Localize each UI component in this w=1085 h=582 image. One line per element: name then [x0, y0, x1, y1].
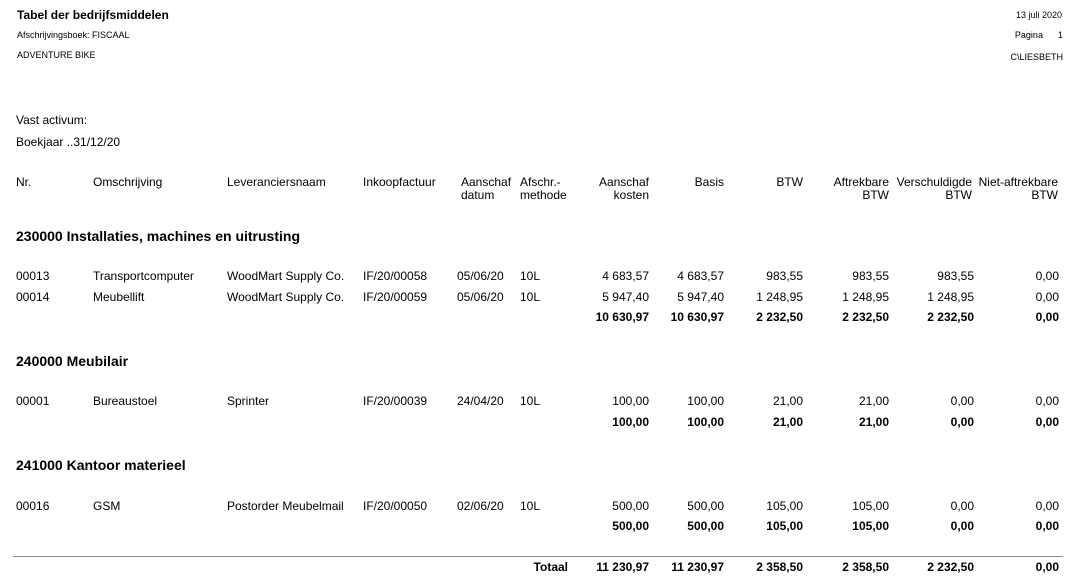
- subtotal-vat: 21,00: [772, 415, 803, 429]
- cell-nondeductible-vat: 0,00: [1035, 269, 1059, 283]
- col-invoice: Inkoopfactuur: [363, 175, 436, 189]
- cell-invoice: IF/20/00050: [363, 499, 428, 513]
- cell-description: Transportcomputer: [93, 269, 194, 283]
- cell-vat: 105,00: [766, 499, 803, 513]
- cell-method: 10L: [520, 290, 541, 304]
- col-method: Afschr.- methode: [520, 175, 567, 202]
- subtotal-nondeductible-vat: 0,00: [1035, 519, 1059, 533]
- total-vat: 2 358,50: [756, 560, 803, 574]
- subtotal-vat: 105,00: [766, 519, 803, 533]
- cell-nr: 00014: [16, 290, 50, 304]
- col-purchase-date: Aanschaf datum: [461, 175, 512, 202]
- col-owed-vat: Verschuldigde BTW: [896, 175, 972, 202]
- total-cost: 11 230,97: [596, 560, 649, 574]
- cell-method: 10L: [520, 394, 541, 408]
- col-basis: Basis: [694, 175, 724, 189]
- totals-divider: [13, 556, 1063, 557]
- subtotal-cost: 10 630,97: [595, 310, 649, 324]
- cell-supplier: Sprinter: [227, 394, 270, 408]
- page-label: Pagina: [1014, 30, 1043, 40]
- subtotal-cost: 500,00: [612, 519, 649, 533]
- cell-nondeductible-vat: 0,00: [1035, 290, 1059, 304]
- cell-owed-vat: 0,00: [950, 394, 974, 408]
- cell-owed-vat: 0,00: [950, 499, 974, 513]
- cell-date: 05/06/20: [457, 290, 504, 304]
- cell-basis: 100,00: [687, 394, 724, 408]
- total-label: Totaal: [533, 560, 568, 574]
- report-title: Tabel der bedrijfsmiddelen: [17, 8, 169, 22]
- cell-date: 02/06/20: [457, 499, 504, 513]
- cell-invoice: IF/20/00058: [363, 269, 428, 283]
- cell-date: 24/04/20: [457, 394, 504, 408]
- total-basis: 11 230,97: [671, 560, 724, 574]
- total-deductible-vat: 2 358,50: [842, 560, 889, 574]
- cell-deductible-vat: 1 248,95: [842, 290, 889, 304]
- cell-nr: 00016: [16, 499, 50, 513]
- group-heading: 241000 Kantoor materieel: [16, 457, 186, 473]
- cell-vat: 1 248,95: [756, 290, 803, 304]
- fiscal-year: Boekjaar ..31/12/20: [16, 135, 121, 149]
- cell-description: Bureaustoel: [93, 394, 158, 408]
- cell-nr: 00001: [16, 394, 50, 408]
- cell-cost: 4 683,57: [602, 269, 649, 283]
- page-number: 1: [1057, 30, 1063, 40]
- cell-vat: 983,55: [766, 269, 803, 283]
- subtotal-deductible-vat: 105,00: [852, 519, 889, 533]
- cell-nondeductible-vat: 0,00: [1035, 499, 1059, 513]
- subtotal-vat: 2 232,50: [756, 310, 803, 324]
- asset-label: Vast activum:: [16, 113, 88, 127]
- cell-method: 10L: [520, 269, 541, 283]
- subtotal-nondeductible-vat: 0,00: [1035, 310, 1059, 324]
- group-heading: 230000 Installaties, machines en uitrusting: [16, 228, 300, 244]
- col-vat: BTW: [776, 175, 803, 189]
- col-description: Omschrijving: [93, 175, 163, 189]
- subtotal-cost: 100,00: [612, 415, 649, 429]
- cell-nr: 00013: [16, 269, 50, 283]
- cell-deductible-vat: 105,00: [852, 499, 889, 513]
- subtotal-deductible-vat: 2 232,50: [842, 310, 889, 324]
- subtotal-owed-vat: 0,00: [950, 415, 974, 429]
- subtotal-deductible-vat: 21,00: [858, 415, 889, 429]
- subtotal-basis: 10 630,97: [670, 310, 724, 324]
- cell-supplier: Postorder Meubelmail: [227, 499, 344, 513]
- report-date: 13 juli 2020: [1015, 10, 1062, 20]
- cell-supplier: WoodMart Supply Co.: [227, 269, 345, 283]
- user-name: C\LIESBETH: [1010, 52, 1063, 62]
- cell-deductible-vat: 983,55: [852, 269, 889, 283]
- subtotal-nondeductible-vat: 0,00: [1035, 415, 1059, 429]
- subtotal-basis: 500,00: [687, 519, 724, 533]
- col-nr: Nr.: [16, 175, 32, 189]
- col-nondeductible-vat: Niet-aftrekbare BTW: [978, 175, 1058, 202]
- total-nondeductible-vat: 0,00: [1035, 560, 1059, 574]
- cell-description: GSM: [93, 499, 121, 513]
- cell-method: 10L: [520, 499, 541, 513]
- cell-basis: 4 683,57: [677, 269, 724, 283]
- cell-vat: 21,00: [772, 394, 803, 408]
- cell-supplier: WoodMart Supply Co.: [227, 290, 345, 304]
- cell-basis: 5 947,40: [677, 290, 724, 304]
- cell-description: Meubellift: [93, 290, 145, 304]
- total-owed-vat: 2 232,50: [927, 560, 974, 574]
- cell-cost: 500,00: [612, 499, 649, 513]
- cell-cost: 5 947,40: [602, 290, 649, 304]
- cell-owed-vat: 983,55: [937, 269, 974, 283]
- col-supplier: Leveranciersnaam: [227, 175, 326, 189]
- col-cost: Aanschaf kosten: [598, 175, 649, 202]
- cell-invoice: IF/20/00059: [363, 290, 428, 304]
- subtotal-basis: 100,00: [687, 415, 724, 429]
- subtotal-owed-vat: 2 232,50: [927, 310, 974, 324]
- cell-deductible-vat: 21,00: [858, 394, 889, 408]
- book-line: Afschrijvingsboek: FISCAAL: [17, 30, 130, 40]
- company-name: ADVENTURE BIKE: [17, 50, 96, 60]
- cell-cost: 100,00: [612, 394, 649, 408]
- cell-basis: 500,00: [687, 499, 724, 513]
- cell-owed-vat: 1 248,95: [927, 290, 974, 304]
- subtotal-owed-vat: 0,00: [950, 519, 974, 533]
- cell-date: 05/06/20: [457, 269, 504, 283]
- group-heading: 240000 Meubilair: [16, 353, 129, 369]
- cell-nondeductible-vat: 0,00: [1035, 394, 1059, 408]
- page-indicator: [1015, 30, 1063, 40]
- cell-invoice: IF/20/00039: [363, 394, 428, 408]
- col-deductible-vat: Aftrekbare BTW: [833, 175, 889, 202]
